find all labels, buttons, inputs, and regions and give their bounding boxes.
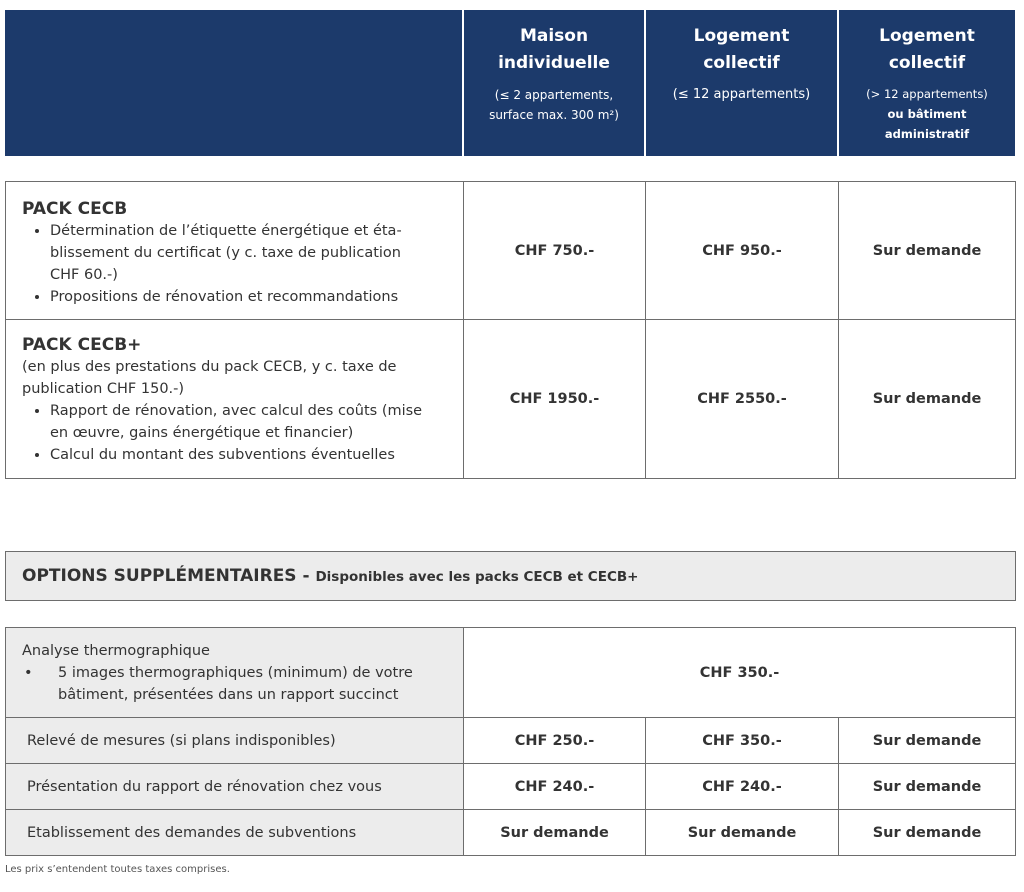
pack-cecb-plus-intro: (en plus des prestations du pack CECB, y c. taxe de publication CHF 150.-): [22, 359, 397, 397]
header-col2-title-2: collectif: [703, 53, 780, 73]
header-col-maison: [464, 10, 644, 156]
header-col-logement-small: [646, 10, 837, 156]
pack-cecb-price-collectif: CHF 950.-: [645, 181, 839, 320]
option-thermo-price: CHF 350.-: [463, 627, 1016, 718]
option-thermo-bullet: 5 images thermographiques (minimum) de votre bâtiment, présentées dans un rapport succinct: [58, 665, 413, 703]
options-header: [5, 551, 1016, 601]
pack-cecb-plus-price-maison: CHF 1950.-: [463, 319, 646, 479]
option-presentation-price-collectif: CHF 240.-: [645, 763, 839, 810]
options-subtitle: Disponibles avec les packs CECB et CECB+: [315, 569, 639, 585]
header-col1-sub-1: (≤ 2 appartements,: [494, 88, 614, 102]
pack-cecb-price-large: Sur demande: [838, 181, 1016, 320]
option-thermo-title: Analyse thermographique: [22, 643, 210, 659]
option-subventions-price-collectif: Sur demande: [645, 809, 839, 856]
header-col2-sub-1: (≤ 12 appartements): [672, 87, 811, 102]
header-col3-title-2: collectif: [888, 53, 966, 73]
header-empty-cell: [5, 10, 462, 156]
header-col3-title-1: Logement: [879, 26, 975, 46]
pack-cecb-bullet-1: • Détermination de l’étiquette énergétique et éta-blissement du certificat (y c. taxe de publication CHF 60.-): [50, 220, 453, 286]
pack-cecb-plus-bullet-1: • Rapport de rénovation, avec calcul des coûts (mise en œuvre, gains énergétique et financier): [50, 400, 453, 444]
pack-cecb-plus-price-large: Sur demande: [838, 319, 1016, 479]
pack-cecb-plus-description: [5, 319, 464, 479]
option-subventions-price-large: Sur demande: [838, 809, 1016, 856]
options-separator: -: [296, 566, 316, 586]
bullet-dot: •: [24, 665, 33, 681]
pack-cecb-plus-title: PACK CECB+: [22, 335, 142, 355]
pack-cecb-bullets: [22, 220, 453, 308]
option-subventions-price-maison: Sur demande: [463, 809, 646, 856]
option-presentation-label: Présentation du rapport de rénovation chez vous: [5, 763, 464, 810]
header-col3-sub-1: (> 12 appartements): [866, 87, 988, 101]
options-title: OPTIONS SUPPLÉMENTAIRES: [22, 566, 297, 586]
option-thermo-bullet-row: [22, 662, 453, 706]
header-col-logement-large: [839, 10, 1015, 156]
option-releve-price-collectif: CHF 350.-: [645, 717, 839, 764]
pack-cecb-plus-bullet-2: • Calcul du montant des subventions éventuelles: [50, 444, 453, 466]
pack-cecb-description: [5, 181, 464, 320]
header-col3-sub-2: ou bâtiment: [887, 107, 967, 121]
pack-cecb-plus-bullets: [22, 400, 453, 466]
option-releve-label: Relevé de mesures (si plans indisponibles): [5, 717, 464, 764]
option-presentation-price-maison: CHF 240.-: [463, 763, 646, 810]
pack-cecb-price-maison: CHF 750.-: [463, 181, 646, 320]
pack-cecb-title: PACK CECB: [22, 199, 128, 219]
footnote: Les prix s’entendent toutes taxes comprises.: [5, 864, 230, 875]
option-subventions-label: Etablissement des demandes de subventions: [5, 809, 464, 856]
pack-cecb-bullet-2: • Propositions de rénovation et recommandations: [50, 286, 453, 308]
header-col1-sub-2: surface max. 300 m²): [489, 108, 619, 122]
option-presentation-price-large: Sur demande: [838, 763, 1016, 810]
option-releve-price-maison: CHF 250.-: [463, 717, 646, 764]
option-thermo-description: [5, 627, 464, 718]
header-col3-sub-3: administratif: [884, 127, 970, 141]
header-col1-title-2: individuelle: [498, 53, 610, 73]
header-col2-title-1: Logement: [693, 26, 790, 46]
option-releve-price-large: Sur demande: [838, 717, 1016, 764]
header-col1-title-1: Maison: [519, 26, 589, 46]
pack-cecb-plus-price-collectif: CHF 2550.-: [645, 319, 839, 479]
